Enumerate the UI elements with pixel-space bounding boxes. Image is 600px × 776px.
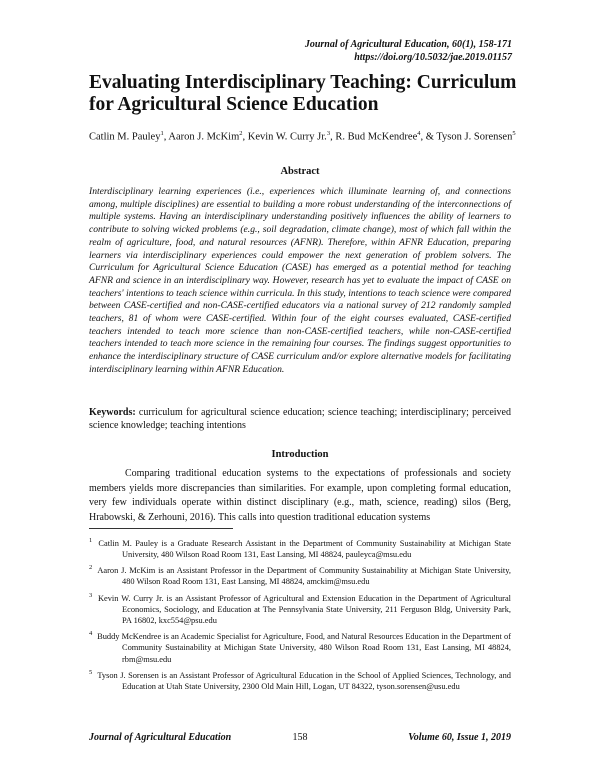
author-separator: ,: [242, 131, 248, 143]
footnote-mark: 1: [89, 537, 93, 544]
footnote: [89, 628, 511, 664]
footnote-mark: 3: [89, 591, 93, 599]
author-name: Aaron J. McKim: [168, 131, 240, 143]
footnote-mark: 4: [89, 630, 93, 638]
footer-volume: Volume 60, Issue 1, 2019: [408, 732, 511, 743]
footnote-mark: 2: [89, 564, 93, 572]
journal-line: Journal of Agricultural Education, 60(1), 158-171: [304, 39, 512, 50]
page-number: 158: [292, 732, 308, 743]
footnote: [89, 667, 511, 692]
footnote-text: Kevin W. Curry Jr. is an Assistant Professor of Agricultural and Extension Education in the Department of Agricultural Economics, Sociology, and Education at The Pennsylvania State University, 211 Ferguson Bldg, University Park, PA 16802, kxc554@psu.edu: [97, 593, 511, 625]
footnote-text: Tyson J. Sorensen is an Assistant Professor of Agricultural Education in the School of Applied Sciences, Technology, and Education at Utah State University, 2300 Old Main Hill, Logan, UT 84322, tyson.sorensen@usu.edu: [97, 670, 511, 691]
paper-title: Evaluating Interdisciplinary Teaching: Curriculum for Agricultural Science Education: [89, 72, 517, 115]
abstract-text: Interdisciplinary learning experiences (i.e., experiences which illuminate learning of, and connections among, multiple disciplines) are essential to building a more robust understanding of the interconnections of multiple systems. Having an interdisciplinary understanding positively influences the ability of learners to contribute to solving wicked problems (e.g., soil degradation, climate change), most of which fall within the realm of agriculture, food, and natural resources (AFNR). Therefore, within AFNR Education, preparing learners via interdisciplinary experiences could empower the next generation of problem solvers. The Curriculum for Agricultural Science Education (CASE) has emerged as a potential method for teaching AFNR and science in an interdisciplinary way. However, research has yet to evaluate the impact of CASE on teachers' intentions to teach science within curricula. In this study, intentions to teach science were compared between CASE-certified and non-CASE-certified educators via a national survey of 212 randomly sampled teachers, 81 of whom were CASE-certified. Within four of the eight courses evaluated, CASE-certified teachers intended to teach more science than non-CASE-certified teachers, while non-CASE-certified teachers intended to teach more science in the remaining four courses. The findings suggest opportunities to enhance the interdisciplinary structure of CASE curriculum and/or explore alternative models for facilitating interdisciplinary learning within AFNR Education.: [89, 186, 511, 375]
abstract-heading: Abstract: [280, 166, 320, 177]
author-affiliation-mark: 3: [326, 130, 331, 137]
footer-journal: Journal of Agricultural Education: [89, 732, 232, 743]
footnote-list: [89, 535, 511, 694]
author-name: R. Bud McKendree: [335, 131, 418, 143]
author-affiliation-mark: 1: [160, 130, 164, 137]
author-affiliation-mark: 4: [417, 130, 421, 137]
author-separator: ,: [330, 131, 336, 143]
keywords: [89, 406, 511, 432]
author-name: Tyson J. Sorensen: [436, 131, 513, 143]
page-footer: [89, 732, 511, 746]
footnote-text: Buddy McKendree is an Academic Specialist for Agriculture, Food, and Natural Resources Education in the Department of Community Sustainability at Michigan State University, 480 Wilson Road Room 131, East Lansing, MI 48824, rbm@msu.edu: [97, 632, 511, 664]
introduction-text: Comparing traditional education systems to the expectations of professionals and society members yields more discrepancies than similarities. For example, upon completing formal education, very few individuals operate within distinct disciplinary (e.g., math, science, reading) silos (Berg, Hrabowski, & Zerhouni, 2016). This calls into question traditional education systems: [89, 468, 511, 523]
footnote-text: Catlin M. Pauley is a Graduate Research Assistant in the Department of Community Sustainability at Michigan State University, 480 Wilson Road Room 131, East Lansing, MI 48824, pauleyca@msu.edu: [98, 538, 512, 559]
author-list: [89, 127, 529, 145]
introduction-heading: Introduction: [271, 449, 329, 460]
footnote: [89, 535, 511, 560]
author-name: Catlin M. Pauley: [89, 131, 161, 143]
footnote-text: Aaron J. McKim is an Assistant Professor in the Department of Community Sustainability at Michigan State University, 480 Wilson Road Room 131, East Lansing, MI 48824, amckim@msu.edu: [97, 566, 511, 587]
keywords-text: curriculum for agricultural science education; science teaching; interdisciplinary; perceived science knowledge; teaching intentions: [89, 407, 511, 431]
footnote-divider: [89, 528, 233, 529]
doi-line[interactable]: https://doi.org/10.5032/jae.2019.01157: [354, 52, 512, 63]
author-affiliation-mark: 5: [512, 130, 516, 137]
journal-citation: [305, 38, 512, 64]
author-affiliation-mark: 2: [239, 130, 243, 137]
keywords-label: Keywords:: [89, 407, 136, 418]
author-name: Kevin W. Curry Jr.: [247, 131, 327, 143]
author-separator: , &: [420, 131, 437, 143]
footnote: [89, 590, 511, 626]
footnote: [89, 562, 511, 587]
footnote-mark: 5: [89, 668, 93, 676]
author-separator: ,: [163, 131, 169, 143]
